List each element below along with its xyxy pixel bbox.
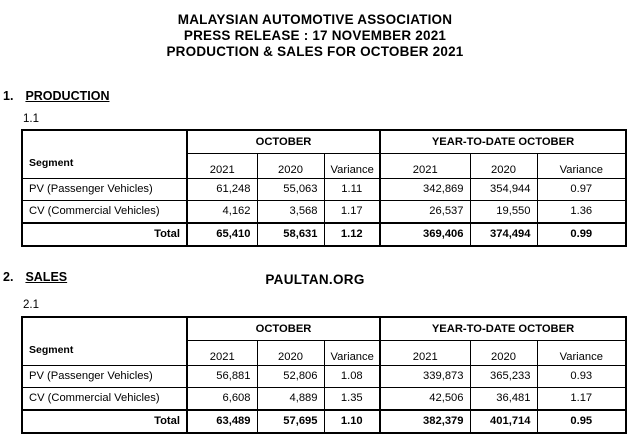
section-label: PRODUCTION xyxy=(25,89,110,103)
total-value: 369,406 xyxy=(380,223,470,246)
total-row xyxy=(22,223,626,246)
column-header: Variance xyxy=(537,154,626,179)
total-value: 1.12 xyxy=(324,223,380,246)
column-header: Variance xyxy=(324,341,380,366)
cell-value: 1.08 xyxy=(324,365,380,387)
segment-label: Segment xyxy=(22,341,187,366)
cell-value: 61,248 xyxy=(187,178,257,200)
watermark-text: PAULTAN.ORG xyxy=(265,272,365,287)
section-number: 1. xyxy=(3,89,14,103)
column-header: 2020 xyxy=(470,341,537,366)
cell-value: 42,506 xyxy=(380,387,470,410)
table-row xyxy=(22,200,626,223)
column-header: 2020 xyxy=(257,154,324,179)
column-header: 2021 xyxy=(380,154,470,179)
total-value: 401,714 xyxy=(470,410,537,433)
group-header-october: OCTOBER xyxy=(187,130,380,154)
table-row xyxy=(22,365,626,387)
row-label: CV (Commercial Vehicles) xyxy=(22,387,187,410)
total-value: 65,410 xyxy=(187,223,257,246)
sales-subnumber: 2.1 xyxy=(23,299,39,311)
total-value: 0.95 xyxy=(537,410,626,433)
total-value: 0.99 xyxy=(537,223,626,246)
column-header: 2020 xyxy=(470,154,537,179)
column-header: 2021 xyxy=(187,154,257,179)
column-header: 2021 xyxy=(380,341,470,366)
cell-value: 365,233 xyxy=(470,365,537,387)
group-header-october: OCTOBER xyxy=(187,317,380,341)
cell-value: 6,608 xyxy=(187,387,257,410)
total-value: 382,379 xyxy=(380,410,470,433)
total-value: 57,695 xyxy=(257,410,324,433)
cell-value: 1.11 xyxy=(324,178,380,200)
segment-header-cell xyxy=(22,317,187,341)
cell-value: 4,162 xyxy=(187,200,257,223)
row-label: PV (Passenger Vehicles) xyxy=(22,365,187,387)
section-number: 2. xyxy=(3,270,14,284)
total-value: 374,494 xyxy=(470,223,537,246)
cell-value: 55,063 xyxy=(257,178,324,200)
total-row xyxy=(22,410,626,433)
row-label: CV (Commercial Vehicles) xyxy=(22,200,187,223)
production-section-title xyxy=(3,89,109,103)
column-header: Variance xyxy=(537,341,626,366)
segment-header-cell xyxy=(22,130,187,154)
cell-value: 36,481 xyxy=(470,387,537,410)
cell-value: 1.36 xyxy=(537,200,626,223)
cell-value: 4,889 xyxy=(257,387,324,410)
section-label: SALES xyxy=(25,270,68,284)
cell-value: 354,944 xyxy=(470,178,537,200)
production-table xyxy=(21,129,627,247)
total-value: 1.10 xyxy=(324,410,380,433)
cell-value: 26,537 xyxy=(380,200,470,223)
association-title: MALAYSIAN AUTOMOTIVE ASSOCIATION xyxy=(177,12,453,27)
column-header: 2021 xyxy=(187,341,257,366)
cell-value: 3,568 xyxy=(257,200,324,223)
table-row xyxy=(22,178,626,200)
cell-value: 342,869 xyxy=(380,178,470,200)
production-subnumber: 1.1 xyxy=(23,113,39,125)
segment-label: Segment xyxy=(22,154,187,179)
column-header: Variance xyxy=(324,154,380,179)
cell-value: 0.93 xyxy=(537,365,626,387)
row-label: PV (Passenger Vehicles) xyxy=(22,178,187,200)
cell-value: 0.97 xyxy=(537,178,626,200)
document-header xyxy=(0,12,630,60)
sales-table xyxy=(21,316,627,434)
press-release-date: PRESS RELEASE : 17 NOVEMBER 2021 xyxy=(183,28,447,43)
total-value: 63,489 xyxy=(187,410,257,433)
cell-value: 1.17 xyxy=(324,200,380,223)
total-label: Total xyxy=(22,410,187,433)
total-label: Total xyxy=(22,223,187,246)
group-header-ytd: YEAR-TO-DATE OCTOBER xyxy=(380,317,626,341)
cell-value: 52,806 xyxy=(257,365,324,387)
column-header: 2020 xyxy=(257,341,324,366)
cell-value: 19,550 xyxy=(470,200,537,223)
table-row xyxy=(22,387,626,410)
total-value: 58,631 xyxy=(257,223,324,246)
group-header-ytd: YEAR-TO-DATE OCTOBER xyxy=(380,130,626,154)
cell-value: 56,881 xyxy=(187,365,257,387)
cell-value: 1.17 xyxy=(537,387,626,410)
cell-value: 339,873 xyxy=(380,365,470,387)
report-title: PRODUCTION & SALES FOR OCTOBER 2021 xyxy=(166,44,464,59)
cell-value: 1.35 xyxy=(324,387,380,410)
